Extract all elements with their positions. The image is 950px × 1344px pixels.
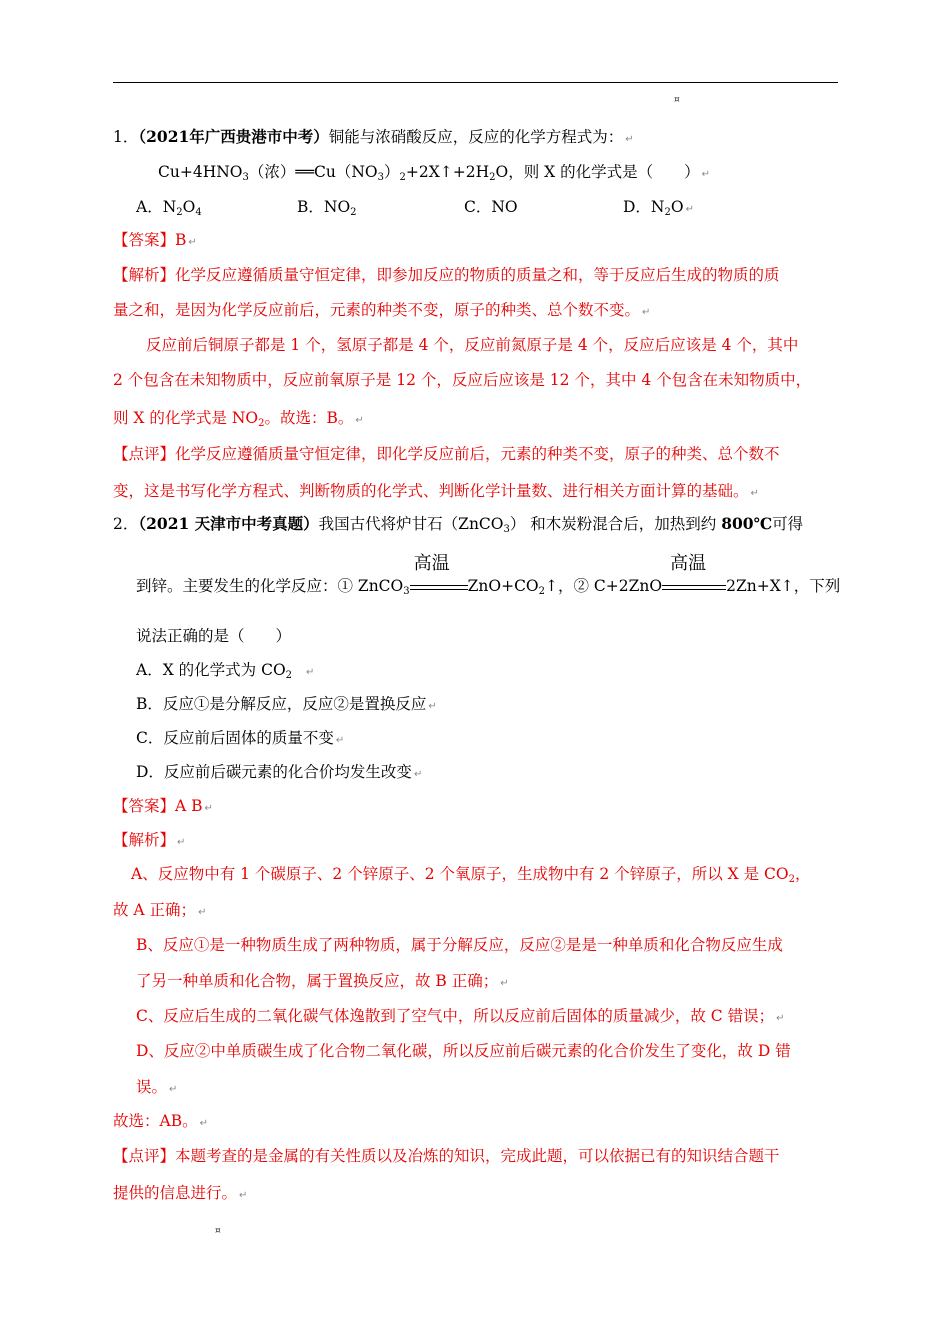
q1-analysis-line5: 则 X 的化学式是 $NO_2$。故选：B。 ↵ xyxy=(113,409,364,429)
q1-answer: 【答案】B ↵ xyxy=(113,231,197,249)
q2-answer: 【答案】A B ↵ xyxy=(113,797,213,815)
q1-stem: 1．（2021年广西贵港市中考）铜能与浓硝酸反应，反应的化学方程式为： ↵ xyxy=(113,127,634,146)
q1-option-d: D．$N_2O$ ↵ xyxy=(623,198,694,218)
q2-analysis-c-line1: C、反应后生成的二氧化碳气体逸散到了空气中，所以反应前后固体的质量减少，故 C 错误； ↵ xyxy=(136,1007,785,1025)
q2-analysis-b-line2: 了另一种单质和化合物，属于置换反应，故 B 正确； ↵ xyxy=(136,972,509,990)
q2-comment-line1: 【点评】本题考查的是金属的有关性质以及冶炼的知识，完成此题，可以依据已有的知识结合题干 xyxy=(113,1147,780,1165)
q1-option-a: A．$N_2O_4$ xyxy=(136,198,202,218)
footer-pilcrow-mark: ¤ xyxy=(215,1226,221,1236)
q2-option-a: A．X 的化学式为 $CO_2$ ↵ xyxy=(136,661,315,681)
q1-option-c: C．NO xyxy=(464,198,518,216)
q2-option-b: B．反应①是分解反应，反应②是置换反应 ↵ xyxy=(136,695,437,713)
q2-reactions: 到锌。主要发生的化学反应：① ZnCO$_3$ 高温 $ZnO+CO_2↑$，② C+2ZnO 高温 2Zn+X↑，下列 xyxy=(136,553,841,597)
q2-comment-line2: 提供的信息进行。 ↵ xyxy=(113,1184,248,1202)
q1-analysis-line2: 量之和，是因为化学反应前后，元素的种类不变，原子的种类、总个数不变。 ↵ xyxy=(113,301,651,319)
q1-option-b: B．$NO_2$ xyxy=(297,198,357,218)
q2-condition-1: 高温 xyxy=(410,576,468,596)
q2-analysis-tag: 【解析】 ↵ xyxy=(113,831,186,849)
pilcrow-mark: ¤ xyxy=(674,95,680,105)
q1-analysis-line1: 【解析】化学反应遵循质量守恒定律，即参加反应的物质的质量之和，等于反应后生成的物质的质 xyxy=(113,266,780,284)
q1-comment-line2: 变，这是书写化学方程式、判断物质的化学式、判断化学计量数、进行相关方面计算的基础。 ↵ xyxy=(113,482,759,500)
q2-option-c: C．反应前后固体的质量不变 ↵ xyxy=(136,729,345,747)
q2-option-d: D．反应前后碳元素的化合价均发生改变 ↵ xyxy=(136,763,423,781)
q2-conclusion: 故选：AB。 ↵ xyxy=(113,1112,208,1130)
q2-stem: 2．（2021 天津市中考真题）我国古代将炉甘石（ZnCO$_3$） 和木炭粉混合后，加热到约 800℃可得 xyxy=(113,514,804,535)
q2-analysis-b-line1: B、反应①是一种物质生成了两种物质，属于分解反应，反应②是是一种单质和化合物反应生成 xyxy=(136,936,783,954)
q1-equation: $Cu+4HNO_3$（浓）$══Cu(NO_3)_2+2X↑+2H_2O$，则 X 的化学式是（ ） ↵ xyxy=(158,163,711,183)
q2-analysis-a-line1: A、反应物中有 1 个碳原子、2 个锌原子、2 个氧原子，生成物中有 2 个锌原子，所以 X 是 $CO_2$， xyxy=(131,865,811,885)
q2-analysis-a-line2: 故 A 正确； ↵ xyxy=(113,901,207,919)
q1-analysis-line4: 2 个包含在未知物质中，反应前氧原子是 12 个，反应后应该是 12 个，其中 4 个包含在未知物质中， xyxy=(113,371,812,389)
q1-analysis-line3: 反应前后铜原子都是 1 个，氢原子都是 4 个，反应前氮原子是 4 个，反应后应该是 4 个，其中 xyxy=(146,336,799,354)
header-rule xyxy=(113,82,838,83)
q2-analysis-d-line1: D、反应②中单质碳生成了化合物二氧化碳，所以反应前后碳元素的化合价发生了变化，故 D 错 xyxy=(136,1042,791,1060)
q2-condition-2: 高温 xyxy=(662,576,726,596)
q2-analysis-d-line2: 误。 ↵ xyxy=(136,1078,178,1096)
q1-comment-line1: 【点评】化学反应遵循质量守恒定律，即化学反应前后，元素的种类不变，原子的种类、总个数不 xyxy=(113,445,780,463)
q2-question: 说法正确的是（ ） xyxy=(136,627,292,645)
